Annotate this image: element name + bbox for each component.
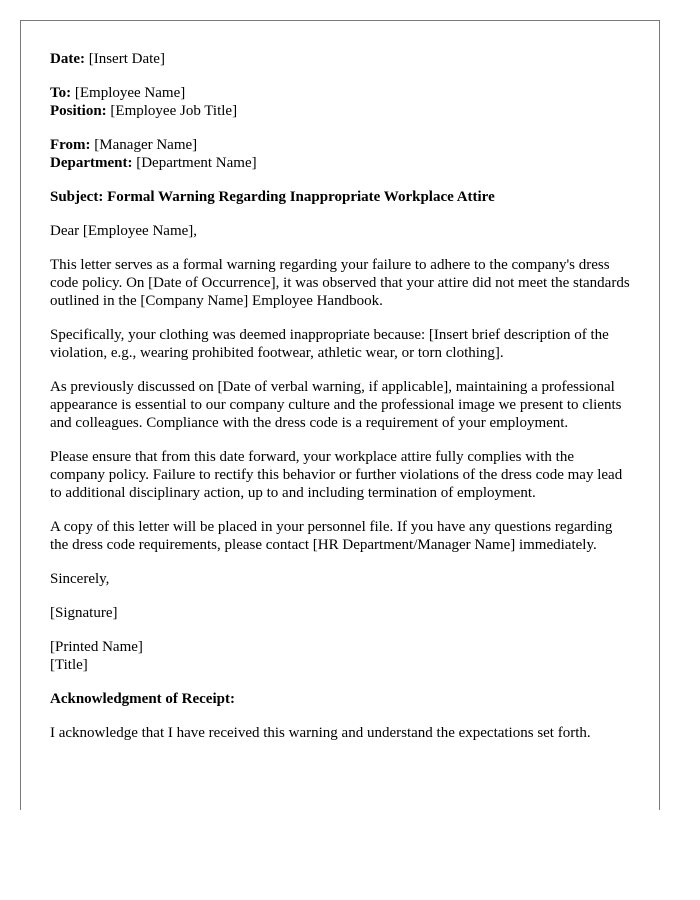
to-value: [Employee Name] bbox=[71, 85, 186, 101]
date-block bbox=[50, 50, 631, 68]
date-value: [Insert Date] bbox=[84, 51, 165, 67]
valediction: Sincerely, bbox=[50, 571, 110, 587]
position-value: [Employee Job Title] bbox=[106, 103, 238, 119]
body-paragraph-4: Please ensure that from this date forward, your workplace attire fully complies with the company policy. Failure to rectify this behavior or further violations of the dress code may lead to additional disciplinary action, up to and including termination of employment. bbox=[50, 449, 623, 501]
from-label: From: bbox=[50, 137, 91, 153]
body-paragraph-5: A copy of this letter will be placed in your personnel file. If you have any questions regarding the dress code requirements, please contact [HR Department/Manager Name] immediately. bbox=[50, 519, 613, 553]
date-label: Date: bbox=[50, 51, 85, 67]
signer-title: [Title] bbox=[50, 657, 88, 673]
subject-line: Subject: Formal Warning Regarding Inappropriate Workplace Attire bbox=[50, 189, 495, 205]
signer-block bbox=[50, 638, 631, 674]
to-line bbox=[50, 84, 631, 102]
body-paragraph-1: This letter serves as a formal warning regarding your failure to adhere to the company's dress code policy. On [Date of Occurrence], it was observed that your attire did not meet the standards outlined in the [Company Name] Employee Handbook. bbox=[50, 257, 630, 309]
printed-name: [Printed Name] bbox=[50, 639, 143, 655]
to-label: To: bbox=[50, 85, 72, 101]
position-line bbox=[50, 102, 631, 120]
acknowledgment-heading: Acknowledgment of Receipt: bbox=[50, 691, 235, 707]
from-line bbox=[50, 136, 631, 154]
department-value: [Department Name] bbox=[132, 155, 257, 171]
letter-document bbox=[20, 20, 660, 810]
department-line bbox=[50, 154, 631, 172]
acknowledgment-text: I acknowledge that I have received this warning and understand the expectations set forth. bbox=[50, 725, 591, 741]
position-label: Position: bbox=[50, 103, 107, 119]
body-paragraph-3: As previously discussed on [Date of verbal warning, if applicable], maintaining a professional appearance is essential to our company culture and the professional image we present to clients and colleagues. Compliance with the dress code is a requirement of your employment. bbox=[50, 379, 622, 431]
signature-placeholder: [Signature] bbox=[50, 605, 118, 621]
date-line bbox=[50, 50, 631, 68]
recipient-block bbox=[50, 84, 631, 120]
from-value: [Manager Name] bbox=[90, 137, 198, 153]
department-label: Department: bbox=[50, 155, 133, 171]
body-paragraph-2: Specifically, your clothing was deemed inappropriate because: [Insert brief description of the violation, e.g., wearing prohibited footwear, athletic wear, or torn clothing]. bbox=[50, 327, 609, 361]
sender-block bbox=[50, 136, 631, 172]
salutation: Dear [Employee Name], bbox=[50, 223, 198, 239]
